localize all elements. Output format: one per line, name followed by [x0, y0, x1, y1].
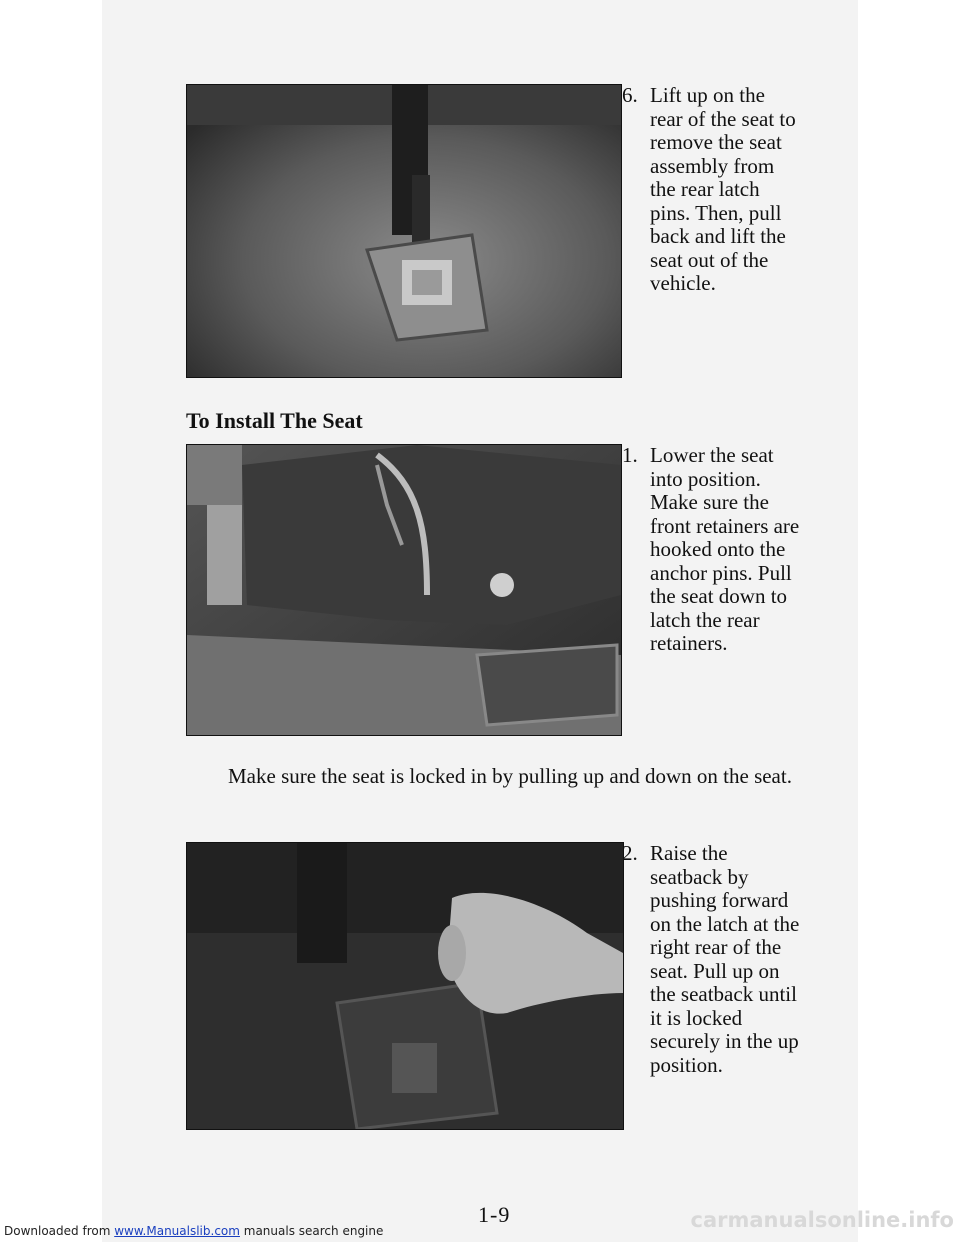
- page-number: 1-9: [478, 1202, 511, 1227]
- step-6-text: Lift up on the rear of the seat to remove the seat assembly from the rear latch pins. Then, pull back and lift the seat out of the vehicle.: [650, 83, 796, 295]
- section-heading: To Install The Seat: [186, 408, 363, 433]
- seatback-latch-photo: [186, 842, 624, 1130]
- step-1-text: Lower the seat into position. Make sure the front retainers are hooked onto the anchor pins. Pull the seat down to latch the rear retainers.: [650, 443, 800, 655]
- lock-check-note: Make sure the seat is locked in by pulling up and down on the seat.: [228, 764, 792, 788]
- seat-lowering-photo: [186, 444, 622, 736]
- watermark: carmanualsonline.info: [690, 1208, 954, 1232]
- step-6-number: 6.: [622, 83, 638, 107]
- step-2-text: Raise the seatback by pushing forward on the latch at the right rear of the seat. Pull up on the seatback until it is locked securely in the up position.: [650, 841, 800, 1077]
- manualslib-link[interactable]: www.Manualslib.com: [114, 1224, 240, 1238]
- rear-latch-photo: [186, 84, 622, 378]
- download-footer: [4, 1224, 383, 1238]
- step-2-number: 2.: [622, 841, 638, 865]
- footer-suffix: manuals search engine: [239, 1224, 384, 1238]
- footer-prefix: Downloaded from: [4, 1224, 115, 1238]
- step-1-number: 1.: [622, 443, 638, 467]
